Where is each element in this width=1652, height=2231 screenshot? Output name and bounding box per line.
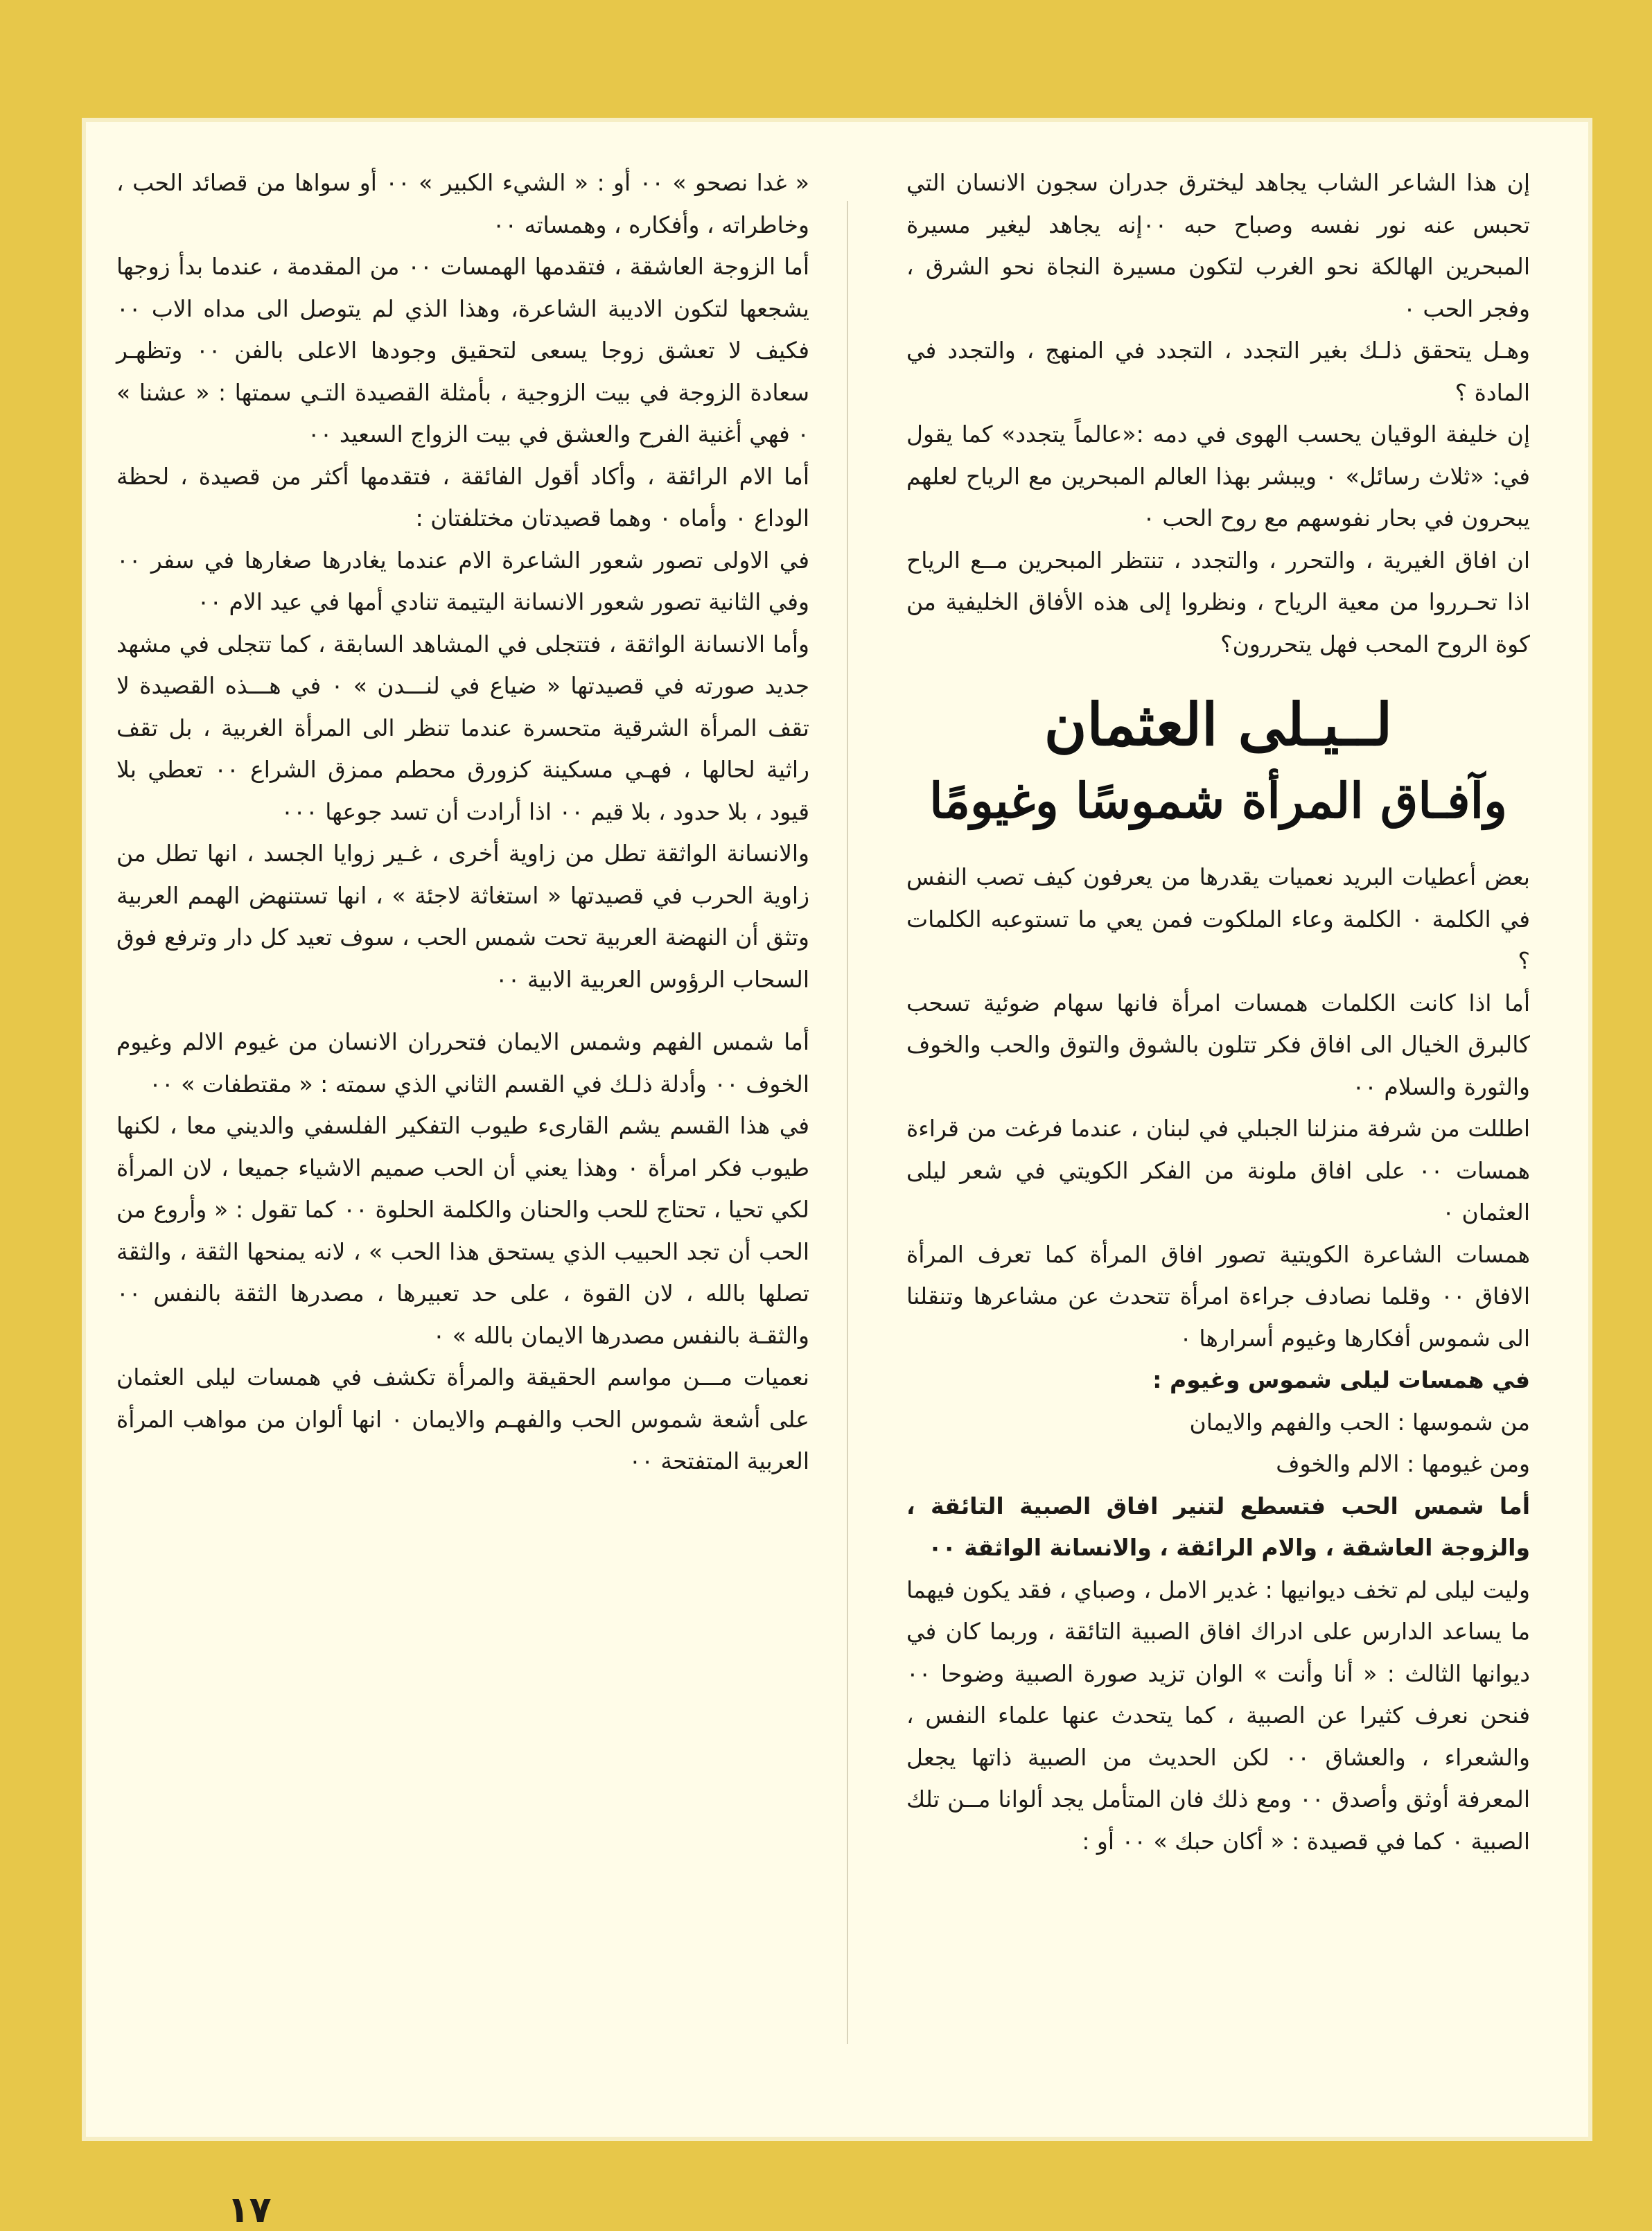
paragraph: في همسات ليلى شموس وغيوم : bbox=[1152, 1366, 1530, 1393]
paragraph: وليت ليلى لم تخف ديوانيها : غدير الامل ، وصباي ، فقد يكون فيهما ما يساعد الدارس على ادراك افاق الصبية التائقة ، وربما كان في ديوانها الثالث : « أنا وأنت » الوان تزيد صورة الصبية وضوحا ٠٠ فنحن نعرف كثيرا عن الصبية ، كما يتحدث عنها علماء النفس ، والشعراء ، والعشاق ٠٠ لكن الحديث من الصبية ذاتها يجعل المعرفة أوثق وأصدق ٠٠ ومع ذلك فان المتأمل يجد ألوانا مــن تلك الصبية ٠ كما في قصيدة : « أكان حبك » ٠٠ أو : bbox=[906, 1576, 1530, 1855]
paragraph: همسات الشاعرة الكويتية تصور افاق المرأة كما تعرف المرأة الافاق ٠٠ وقلما نصادف جراءة امرأة تتحدث عن مشاعرها وتنقلنا الى شموس أفكارها وغيوم أسرارها ٠ bbox=[906, 1240, 1530, 1352]
article-title bbox=[906, 683, 1530, 836]
paragraph: أما اذا كانت الكلمات همسات امرأة فانها سهام ضوئية تسحب كالبرق الخيال الى افاق فكر تتلون بالشوق والتوق والحب والخوف والثورة والسلام ٠٠ bbox=[906, 989, 1530, 1100]
paragraph-gap bbox=[116, 1000, 809, 1021]
paragraph: من شموسها : الحب والفهم والايمان bbox=[1189, 1408, 1530, 1436]
paragraph: إن خليفة الوقيان يحسب الهوى في دمه :«عالماً يتجدد» كما يقول في: «ثلاث رسائل» ٠ ويبشر بهذا العالم المبحرين مع الرياح لعلهم يبحرون في بحار نفوسهم مع روح الحب ٠ bbox=[906, 421, 1530, 531]
paragraph: نعميات مـــن مواسم الحقيقة والمرأة تكشف في همسات ليلى العثمان على أشعة شموس الحب والفهـم والايمان ٠ انها ألوان من مواهب المرأة العربية المتفتحة ٠٠ bbox=[116, 1364, 809, 1474]
paragraph: ان افاق الغيرية ، والتحرر ، والتجدد ، تنتظر المبحرين مــع الرياح اذا تحـرروا من معية الرياح ، ونظروا إلى هذه الأفاق الخليفية من كوة الروح المحب فهل يتحررون؟ bbox=[906, 546, 1530, 658]
paragraph: في الاولى تصور شعور الشاعرة الام عندما يغادرها صغارها في سفر ٠٠ وفي الثانية تصور شعور الانسانة اليتيمة تنادي أمها في عيد الام ٠٠ bbox=[116, 546, 809, 615]
paragraph: بعض أعطيات البريد نعميات يقدرها من يعرفون كيف تصب النفس في الكلمة ٠ الكلمة وعاء الملكوت فمن يعي ما تستوعبه الكلمات ؟ bbox=[906, 863, 1530, 974]
right-column bbox=[906, 162, 1530, 1862]
paragraph: أما الام الرائقة ، وأكاد أقول الفائقة ، فتقدمها أكثر من قصيدة ، لحظة الوداع ٠ وأماه ٠ وهما قصيدتان مختلفتان : bbox=[116, 462, 809, 531]
paragraph: اطللت من شرفة منزلنا الجبلي في لبنان ، عندما فرغت من قراءة همسات ٠٠ على افاق ملونة من الفكر الكويتي في شعر ليلى العثمان ٠ bbox=[906, 1115, 1530, 1226]
paragraph: أما شمس الفهم وشمس الايمان فتحرران الانسان من غيوم الالم وغيوم الخوف ٠٠ وأدلة ذلـك في القسم الثاني الذي سمته : « مقتطفات » ٠٠ bbox=[116, 1028, 809, 1097]
paragraph: في هذا القسم يشم القارىء طيوب التفكير الفلسفي والديني معا ، لكنها طيوب فكر امرأة ٠ وهذا يعني أن الحب صميم الاشياء جميعا ، لان المرأة لكي تحيا ، تحتاج للحب والحنان والكلمة الحلوة ٠٠ كما تقول : « وأروع من الحب أن تجد الحبيب الذي يستحق هذا الحب » ، لانه يمنحها الثقة ، والثقة تصلها بالله ، لان القوة ، على حد تعبيرها ، مصدرها الثقة بالنفس ٠٠ والثقـة بالنفس مصدرها الايمان بالله » ٠ bbox=[116, 1112, 809, 1349]
left-column bbox=[116, 162, 809, 1483]
article-title-heading: وآفـاق المرأة شموسًا وغيومًا bbox=[929, 772, 1507, 829]
paragraph: أما الزوجة العاشقة ، فتقدمها الهمسات ٠٠ من المقدمة ، عندما بدأ زوجها يشجعها لتكون الاديبة الشاعرة، وهذا الذي لم يتوصل الى مداه الاب ٠٠ فكيف لا تعشق زوجا يسعى لتحقيق وجودها الاعلى بالفن ٠٠ وتظهـر سعادة الزوجة في بيت الزوجية ، بأمثلة القصيدة التـي سمتها : « عشنا » ٠ فهي أغنية الفرح والعشق في بيت الزواج السعيد ٠٠ bbox=[116, 253, 809, 448]
paragraph: ومن غيومها : الالم والخوف bbox=[1276, 1450, 1530, 1477]
page-number: ١٧ bbox=[227, 2189, 272, 2231]
author-name-heading: لــيـلى العثمان bbox=[1044, 690, 1393, 759]
paragraph: وأما الانسانة الواثقة ، فتتجلى في المشاهد السابقة ، كما تتجلى في مشهد جديد صورته في قصيدتها « ضياع في لنـــدن » ٠ في هـــذه القصيدة لا تقف المرأة الشرقية متحسرة عندما تنظر الى المرأة الغربية ، بل تقف راثية لحالها ، فهـي مسكينة كزورق محطم ممزق الشراع ٠٠ تعطي بلا قيود ، بلا حدود ، بلا قيم ٠٠ اذا أرادت أن تسد جوعها ٠٠٠ bbox=[116, 630, 809, 825]
paragraph: وهـل يتحقق ذلـك بغير التجدد ، التجدد في المنهج ، والتجدد في المادة ؟ bbox=[906, 337, 1530, 406]
magazine-page bbox=[82, 118, 1592, 2231]
column-divider bbox=[847, 201, 848, 2044]
paragraph: إن هذا الشاعر الشاب يجاهد ليخترق جدران سجون الانسان التي تحبس عنه نور نفسه وصباح حبه ٠٠إنه يجاهد ليغير مسيرة المبحرين الهالكة نحو الغرب لتكون مسيرة النجاة نحو الشرق ، وفجر الحب ٠ bbox=[906, 169, 1530, 322]
paragraph: « غدا نصحو » ٠٠ أو : « الشيء الكبير » ٠٠ أو سواها من قصائد الحب ، وخاطراته ، وأفكاره ، وهمساته ٠٠ bbox=[116, 169, 809, 238]
paragraph: والانسانة الواثقة تطل من زاوية أخرى ، غـير زوايا الجسد ، انها تطل من زاوية الحرب في قصيدتها « استغاثة لاجئة » ، انها تستنهض الهمم العربية وتثق أن النهضة العربية تحت شمس الحب ، سوف تعيد كل دار وترفع فوق السحاب الرؤوس العربية الابية ٠٠ bbox=[116, 840, 809, 993]
paragraph: أما شمس الحب فتسطع لتنير افاق الصبية التائقة ، والزوجة العاشقة ، والام الرائقة ، والانسانة الواثقة ٠٠ bbox=[906, 1492, 1530, 1561]
